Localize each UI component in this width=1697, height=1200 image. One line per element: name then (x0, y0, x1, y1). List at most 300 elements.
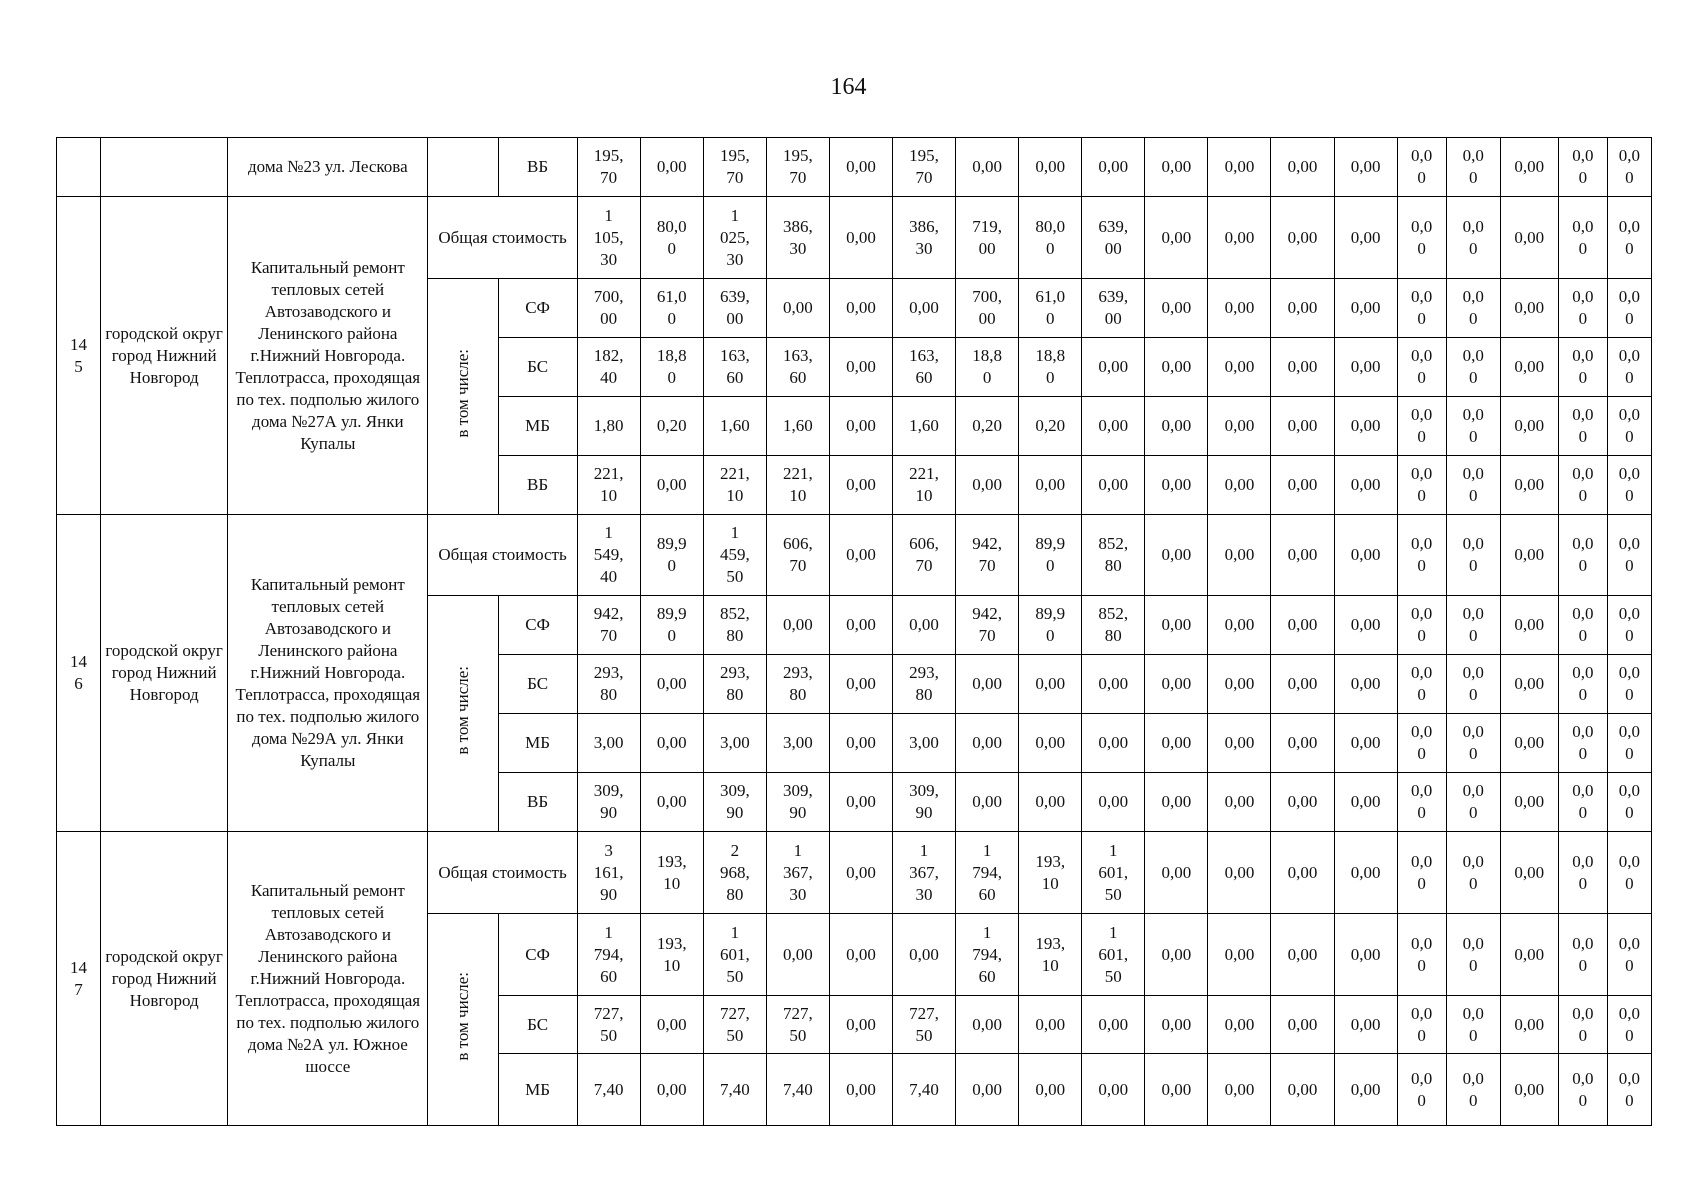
value-cell: 0,00 (1082, 996, 1145, 1054)
value-cell: 0,00 (829, 832, 892, 914)
included-label-cell (428, 914, 498, 1126)
value-cell: 0,00 (1145, 456, 1208, 515)
value-cell: 0,00 (829, 515, 892, 596)
value-cell: 0,00 (1019, 456, 1082, 515)
value-cell: 0,00 (829, 338, 892, 397)
value-cell: 0,0 0 (1446, 655, 1500, 714)
value-cell: 0,0 0 (1607, 773, 1651, 832)
value-cell: 0,00 (766, 596, 829, 655)
value-cell: 0,0 0 (1558, 655, 1607, 714)
value-cell: 7,40 (577, 1054, 640, 1126)
value-cell: 0,0 0 (1397, 338, 1446, 397)
value-cell: 0,00 (1082, 397, 1145, 456)
value-cell: 221, 10 (893, 456, 956, 515)
value-cell: 0,00 (1500, 832, 1558, 914)
value-cell: 0,00 (1334, 655, 1397, 714)
value-cell: 309, 90 (577, 773, 640, 832)
value-cell: 0,0 0 (1558, 996, 1607, 1054)
value-cell: 0,0 0 (1558, 138, 1607, 197)
source-cell: БС (498, 996, 577, 1054)
value-cell: 89,9 0 (640, 596, 703, 655)
source-cell: МБ (498, 397, 577, 456)
value-cell: 3,00 (766, 714, 829, 773)
value-cell: 0,0 0 (1558, 456, 1607, 515)
value-cell: 18,8 0 (1019, 338, 1082, 397)
value-cell: 195, 70 (766, 138, 829, 197)
value-cell: 0,00 (1500, 456, 1558, 515)
value-cell: 3,00 (577, 714, 640, 773)
value-cell: 0,00 (829, 655, 892, 714)
value-cell: 0,0 0 (1558, 914, 1607, 996)
value-cell: 0,00 (1145, 197, 1208, 279)
value-cell: 0,00 (1208, 338, 1271, 397)
value-cell: 0,00 (1334, 773, 1397, 832)
value-cell: 0,00 (893, 596, 956, 655)
value-cell: 89,9 0 (640, 515, 703, 596)
value-cell: 0,00 (766, 914, 829, 996)
table-row (57, 138, 1652, 197)
value-cell: 0,0 0 (1397, 279, 1446, 338)
value-cell: 0,00 (1334, 596, 1397, 655)
value-cell: 0,00 (1145, 596, 1208, 655)
value-cell: 0,00 (1500, 338, 1558, 397)
value-cell: 221, 10 (766, 456, 829, 515)
value-cell: 0,0 0 (1607, 596, 1651, 655)
source-cell: СФ (498, 279, 577, 338)
value-cell: 3,00 (703, 714, 766, 773)
value-cell: 0,00 (1271, 138, 1334, 197)
value-cell: 80,0 0 (640, 197, 703, 279)
value-cell: 1 367, 30 (893, 832, 956, 914)
value-cell: 18,8 0 (956, 338, 1019, 397)
value-cell: 0,0 0 (1397, 596, 1446, 655)
value-cell: 639, 00 (1082, 197, 1145, 279)
value-cell: 0,0 0 (1446, 279, 1500, 338)
value-cell: 0,00 (1019, 714, 1082, 773)
value-cell: 0,00 (640, 996, 703, 1054)
value-cell: 0,00 (1271, 996, 1334, 1054)
value-cell: 0,00 (640, 1054, 703, 1126)
value-cell: 0,00 (1271, 655, 1334, 714)
value-cell: 0,00 (1208, 397, 1271, 456)
source-cell: ВБ (498, 773, 577, 832)
value-cell: 0,00 (1334, 138, 1397, 197)
value-cell: 3,00 (893, 714, 956, 773)
district-cell: городской округ город Нижний Новгород (101, 515, 228, 832)
value-cell: 0,00 (1082, 456, 1145, 515)
value-cell: 0,0 0 (1607, 1054, 1651, 1126)
value-cell: 0,00 (1145, 338, 1208, 397)
value-cell: 0,0 0 (1558, 197, 1607, 279)
value-cell: 0,0 0 (1558, 596, 1607, 655)
value-cell: 0,00 (1500, 596, 1558, 655)
value-cell: 1 794, 60 (956, 832, 1019, 914)
value-cell: 0,00 (1334, 714, 1397, 773)
value-cell: 0,00 (1271, 773, 1334, 832)
value-cell: 0,0 0 (1558, 515, 1607, 596)
value-cell: 0,00 (829, 456, 892, 515)
value-cell: 0,00 (829, 1054, 892, 1126)
value-cell: 1 794, 60 (956, 914, 1019, 996)
value-cell: 0,00 (1334, 515, 1397, 596)
value-cell: 0,00 (1208, 996, 1271, 1054)
value-cell: 0,00 (956, 714, 1019, 773)
value-cell: 0,00 (1500, 197, 1558, 279)
value-cell: 195, 70 (703, 138, 766, 197)
value-cell: 3 161, 90 (577, 832, 640, 914)
value-cell: 0,00 (1208, 914, 1271, 996)
source-cell: ВБ (498, 138, 577, 197)
value-cell: 0,0 0 (1397, 914, 1446, 996)
value-cell: 0,00 (1145, 832, 1208, 914)
value-cell: 0,0 0 (1558, 1054, 1607, 1126)
value-cell: 0,00 (1145, 914, 1208, 996)
value-cell: 0,00 (829, 397, 892, 456)
value-cell: 0,00 (1082, 655, 1145, 714)
value-cell: 163, 60 (703, 338, 766, 397)
value-cell: 0,0 0 (1607, 832, 1651, 914)
value-cell: 0,0 0 (1607, 714, 1651, 773)
value-cell: 0,0 0 (1446, 596, 1500, 655)
value-cell: 0,00 (1500, 1054, 1558, 1126)
value-cell: 0,0 0 (1397, 1054, 1446, 1126)
row-number-cell (57, 138, 101, 197)
value-cell: 942, 70 (956, 515, 1019, 596)
source-cell: МБ (498, 1054, 577, 1126)
value-cell: 0,0 0 (1446, 138, 1500, 197)
budget-table (56, 137, 1652, 1126)
value-cell: 0,20 (1019, 397, 1082, 456)
value-cell: 0,00 (1500, 773, 1558, 832)
value-cell: 700, 00 (577, 279, 640, 338)
value-cell: 0,00 (1208, 1054, 1271, 1126)
source-cell: ВБ (498, 456, 577, 515)
value-cell: 0,00 (829, 914, 892, 996)
value-cell: 0,0 0 (1446, 338, 1500, 397)
value-cell: 0,00 (1271, 338, 1334, 397)
value-cell: 0,00 (956, 655, 1019, 714)
source-cell: МБ (498, 714, 577, 773)
value-cell: 18,8 0 (640, 338, 703, 397)
value-cell: 0,0 0 (1607, 655, 1651, 714)
value-cell: 0,00 (829, 596, 892, 655)
object-description-cell: Капитальный ремонт тепловых сетей Автозаводского и Ленинского района г.Нижний Новгорода. Теплотрасса, проходящая по тех. подполью жилого дома №27А ул. Янки Купалы (228, 197, 428, 515)
district-cell (101, 138, 228, 197)
value-cell: 1,80 (577, 397, 640, 456)
value-cell: 727, 50 (893, 996, 956, 1054)
value-cell: 0,00 (1208, 279, 1271, 338)
value-cell: 0,00 (956, 456, 1019, 515)
value-cell: 2 968, 80 (703, 832, 766, 914)
value-cell: 61,0 0 (1019, 279, 1082, 338)
value-cell: 942, 70 (956, 596, 1019, 655)
value-cell: 0,0 0 (1446, 773, 1500, 832)
value-cell: 0,0 0 (1446, 397, 1500, 456)
value-cell: 852, 80 (1082, 515, 1145, 596)
value-cell: 852, 80 (1082, 596, 1145, 655)
included-label-cell (428, 279, 498, 515)
value-cell: 7,40 (766, 1054, 829, 1126)
value-cell: 0,00 (1145, 515, 1208, 596)
value-cell: 80,0 0 (1019, 197, 1082, 279)
value-cell: 0,00 (1082, 338, 1145, 397)
value-cell: 0,0 0 (1446, 197, 1500, 279)
value-cell: 0,00 (1082, 714, 1145, 773)
value-cell: 1 601, 50 (1082, 832, 1145, 914)
value-cell: 0,00 (640, 138, 703, 197)
value-cell: 0,0 0 (1397, 996, 1446, 1054)
value-cell: 0,00 (1145, 138, 1208, 197)
value-cell: 0,00 (1271, 596, 1334, 655)
value-cell: 0,00 (1334, 832, 1397, 914)
value-cell: 0,00 (1500, 914, 1558, 996)
value-cell: 0,00 (1082, 773, 1145, 832)
included-label-cell (428, 596, 498, 832)
value-cell: 1 549, 40 (577, 515, 640, 596)
value-cell: 0,00 (1271, 1054, 1334, 1126)
value-cell: 0,00 (1208, 773, 1271, 832)
value-cell: 0,0 0 (1397, 456, 1446, 515)
page-number: 164 (830, 74, 867, 100)
value-cell: 0,00 (1145, 996, 1208, 1054)
total-cost-label: Общая стоимость (428, 515, 577, 596)
value-cell: 89,9 0 (1019, 515, 1082, 596)
value-cell: 0,00 (1082, 1054, 1145, 1126)
value-cell: 293, 80 (577, 655, 640, 714)
value-cell: 0,00 (1271, 397, 1334, 456)
value-cell: 727, 50 (766, 996, 829, 1054)
value-cell: 639, 00 (703, 279, 766, 338)
value-cell: 0,00 (640, 714, 703, 773)
value-cell: 0,00 (1145, 279, 1208, 338)
value-cell: 606, 70 (893, 515, 956, 596)
value-cell: 0,00 (1145, 655, 1208, 714)
value-cell: 700, 00 (956, 279, 1019, 338)
value-cell: 606, 70 (766, 515, 829, 596)
value-cell: 0,00 (1019, 773, 1082, 832)
value-cell: 0,00 (640, 456, 703, 515)
value-cell: 309, 90 (893, 773, 956, 832)
value-cell: 0,0 0 (1607, 279, 1651, 338)
value-cell: 0,00 (1334, 1054, 1397, 1126)
value-cell: 0,0 0 (1607, 338, 1651, 397)
table-row-total (57, 832, 1652, 914)
value-cell: 0,00 (1145, 1054, 1208, 1126)
source-cell: СФ (498, 596, 577, 655)
value-cell: 0,00 (1208, 515, 1271, 596)
value-cell: 0,00 (1500, 714, 1558, 773)
value-cell: 0,00 (1208, 197, 1271, 279)
value-cell: 0,00 (766, 279, 829, 338)
object-description-cell: Капитальный ремонт тепловых сетей Автозаводского и Ленинского района г.Нижний Новгорода. Теплотрасса, проходящая по тех. подполью жилого дома №29А ул. Янки Купалы (228, 515, 428, 832)
row-number-cell: 14 6 (57, 515, 101, 832)
value-cell: 0,00 (1145, 397, 1208, 456)
value-cell: 0,00 (1500, 279, 1558, 338)
value-cell: 0,00 (1271, 832, 1334, 914)
value-cell: 0,0 0 (1607, 515, 1651, 596)
value-cell: 727, 50 (577, 996, 640, 1054)
value-cell: 0,00 (1145, 773, 1208, 832)
value-cell: 1 367, 30 (766, 832, 829, 914)
value-cell: 0,00 (1145, 714, 1208, 773)
value-cell: 0,00 (956, 773, 1019, 832)
value-cell: 0,00 (829, 279, 892, 338)
table-row-total (57, 515, 1652, 596)
value-cell: 0,00 (1500, 655, 1558, 714)
value-cell: 0,00 (1208, 714, 1271, 773)
value-cell: 1 025, 30 (703, 197, 766, 279)
value-cell: 0,00 (1208, 138, 1271, 197)
value-cell: 0,0 0 (1607, 197, 1651, 279)
value-cell: 193, 10 (640, 914, 703, 996)
total-cost-label: Общая стоимость (428, 197, 577, 279)
value-cell: 7,40 (703, 1054, 766, 1126)
value-cell: 852, 80 (703, 596, 766, 655)
value-cell: 0,00 (1271, 197, 1334, 279)
value-cell: 0,00 (1500, 397, 1558, 456)
object-description-cell: дома №23 ул. Лескова (228, 138, 428, 197)
value-cell: 163, 60 (893, 338, 956, 397)
value-cell: 0,0 0 (1446, 456, 1500, 515)
value-cell: 1,60 (703, 397, 766, 456)
value-cell: 0,00 (640, 773, 703, 832)
value-cell: 0,0 0 (1446, 515, 1500, 596)
value-cell: 0,0 0 (1558, 714, 1607, 773)
source-cell: БС (498, 655, 577, 714)
value-cell: 0,0 0 (1558, 279, 1607, 338)
value-cell: 0,0 0 (1446, 914, 1500, 996)
value-cell: 293, 80 (766, 655, 829, 714)
value-cell: 942, 70 (577, 596, 640, 655)
value-cell: 0,00 (1334, 397, 1397, 456)
value-cell: 0,00 (1019, 1054, 1082, 1126)
value-cell: 0,0 0 (1397, 832, 1446, 914)
value-cell: 221, 10 (703, 456, 766, 515)
value-cell: 293, 80 (703, 655, 766, 714)
value-cell: 0,0 0 (1397, 197, 1446, 279)
value-cell: 0,00 (640, 655, 703, 714)
value-cell: 163, 60 (766, 338, 829, 397)
value-cell: 0,0 0 (1607, 456, 1651, 515)
value-cell: 639, 00 (1082, 279, 1145, 338)
value-cell: 193, 10 (1019, 832, 1082, 914)
value-cell: 1 794, 60 (577, 914, 640, 996)
value-cell: 0,00 (1019, 996, 1082, 1054)
value-cell: 195, 70 (577, 138, 640, 197)
value-cell: 0,0 0 (1397, 138, 1446, 197)
value-cell: 89,9 0 (1019, 596, 1082, 655)
value-cell: 0,0 0 (1397, 515, 1446, 596)
value-cell: 1,60 (766, 397, 829, 456)
value-cell: 0,00 (1019, 138, 1082, 197)
total-cost-label: Общая стоимость (428, 832, 577, 914)
value-cell: 0,00 (1334, 456, 1397, 515)
value-cell: 0,00 (1334, 996, 1397, 1054)
value-cell: 309, 90 (703, 773, 766, 832)
value-cell: 0,20 (956, 397, 1019, 456)
row-number-cell: 14 5 (57, 197, 101, 515)
value-cell: 0,0 0 (1607, 138, 1651, 197)
district-cell: городской округ город Нижний Новгород (101, 197, 228, 515)
source-cell: СФ (498, 914, 577, 996)
value-cell: 0,00 (1500, 996, 1558, 1054)
value-cell: 0,00 (1208, 456, 1271, 515)
value-cell: 0,0 0 (1446, 1054, 1500, 1126)
value-cell: 0,00 (1271, 714, 1334, 773)
value-cell: 0,0 0 (1607, 397, 1651, 456)
value-cell: 0,0 0 (1397, 714, 1446, 773)
value-cell: 386, 30 (766, 197, 829, 279)
value-cell: 0,00 (829, 714, 892, 773)
value-cell: 0,00 (1334, 279, 1397, 338)
value-cell: 182, 40 (577, 338, 640, 397)
value-cell: 0,0 0 (1397, 397, 1446, 456)
value-cell: 0,00 (829, 197, 892, 279)
value-cell: 719, 00 (956, 197, 1019, 279)
table-row-total (57, 197, 1652, 279)
value-cell: 0,00 (1271, 456, 1334, 515)
value-cell: 0,00 (1208, 655, 1271, 714)
value-cell: 1,60 (893, 397, 956, 456)
object-description-cell: Капитальный ремонт тепловых сетей Автозаводского и Ленинского района г.Нижний Новгорода. Теплотрасса, проходящая по тех. подполью жилого дома №2А ул. Южное шоссе (228, 832, 428, 1126)
included-label: в том числе: (452, 972, 472, 1061)
value-cell: 1 601, 50 (1082, 914, 1145, 996)
value-cell: 0,20 (640, 397, 703, 456)
value-cell: 0,00 (1082, 138, 1145, 197)
district-cell: городской округ город Нижний Новгород (101, 832, 228, 1126)
value-cell: 0,0 0 (1607, 996, 1651, 1054)
value-cell: 7,40 (893, 1054, 956, 1126)
value-cell: 0,00 (1208, 596, 1271, 655)
value-cell: 0,0 0 (1446, 832, 1500, 914)
value-cell: 0,00 (829, 138, 892, 197)
value-cell: 0,00 (1271, 515, 1334, 596)
source-cell: БС (498, 338, 577, 397)
value-cell: 309, 90 (766, 773, 829, 832)
value-cell: 193, 10 (640, 832, 703, 914)
value-cell: 221, 10 (577, 456, 640, 515)
value-cell: 0,00 (1208, 832, 1271, 914)
value-cell: 0,0 0 (1397, 773, 1446, 832)
value-cell: 195, 70 (893, 138, 956, 197)
included-label: в том числе: (452, 666, 472, 755)
value-cell: 193, 10 (1019, 914, 1082, 996)
value-cell: 61,0 0 (640, 279, 703, 338)
value-cell: 1 459, 50 (703, 515, 766, 596)
value-cell: 0,00 (1500, 515, 1558, 596)
value-cell: 0,00 (1271, 279, 1334, 338)
value-cell: 0,00 (1334, 338, 1397, 397)
included-label-cell (428, 138, 498, 197)
value-cell: 0,00 (1334, 914, 1397, 996)
value-cell: 0,00 (829, 773, 892, 832)
value-cell: 0,0 0 (1607, 914, 1651, 996)
value-cell: 0,00 (956, 138, 1019, 197)
value-cell: 0,0 0 (1558, 338, 1607, 397)
value-cell: 0,0 0 (1446, 714, 1500, 773)
value-cell: 0,00 (1334, 197, 1397, 279)
value-cell: 0,00 (1500, 138, 1558, 197)
value-cell: 386, 30 (893, 197, 956, 279)
value-cell: 0,00 (893, 279, 956, 338)
value-cell: 0,0 0 (1558, 397, 1607, 456)
value-cell: 727, 50 (703, 996, 766, 1054)
value-cell: 1 105, 30 (577, 197, 640, 279)
value-cell: 0,0 0 (1558, 832, 1607, 914)
value-cell: 0,00 (829, 996, 892, 1054)
value-cell: 1 601, 50 (703, 914, 766, 996)
row-number-cell: 14 7 (57, 832, 101, 1126)
